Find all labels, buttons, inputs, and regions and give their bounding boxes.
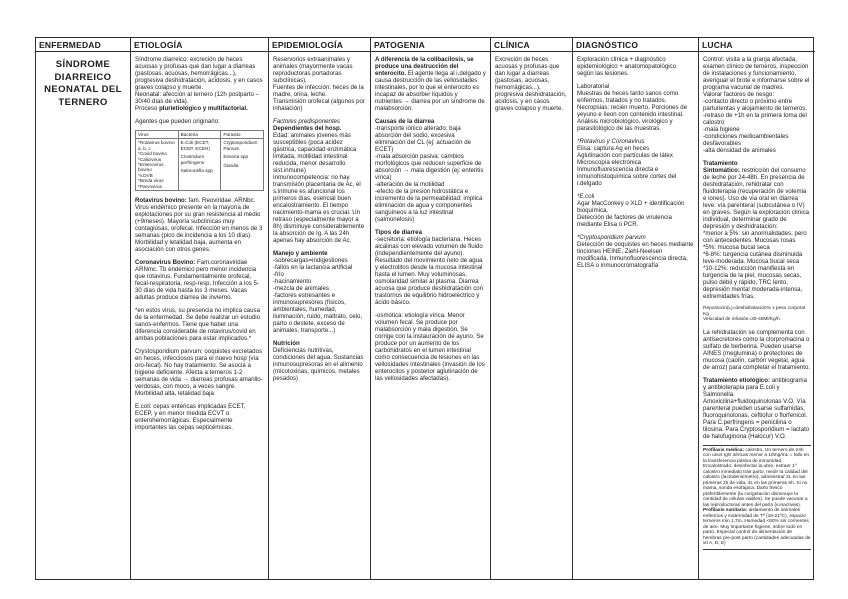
manejo-label-bold: Manejo y ambiente xyxy=(273,250,328,257)
dx-rotavirus-item: Inmunofluorescencia directa e inmunohistoquímica sobre cortes del i.delgado xyxy=(577,166,677,187)
agentes-label: Agentes que pueden originarlo: xyxy=(135,118,220,125)
rehidratacion-paragraph: La rehidratación se complementa con antisecretores como la clorpromacina o sulfato de berberina. Pueden usarse AINES (meglumina) o protectores de mucosa (caolín, carbón vegetal, agua de arroz) para completar el tratamiento. xyxy=(703,328,811,371)
column-diagnostico xyxy=(573,38,699,579)
column-header-lucha: LUCHA xyxy=(699,38,815,52)
agents-bacteria-cell xyxy=(178,139,221,191)
coronavirus-text: Fam.coronaviridae ARNmc. Tb endémico pero menor incidencia que rotavirus. Fundamentalmente orofecal, fecal-respiratoria, resp-resp. Infección a los 5-30 días de vida hasta los 3 meses. Vacas adultas produce diarrea de invierno. xyxy=(135,259,259,302)
dx-rotavirus-item: Elisa: captura Ag en heces xyxy=(577,145,650,152)
nutricion-label-bold: Nutrición xyxy=(273,340,300,347)
manejo-label xyxy=(273,250,366,257)
rotavirus-text: fam. Reoviridae. ARNbc. Virus endémico presente en la mayoría de explotaciones por su gran resistencia al medio (+9meses). Mayoría subclínicas muy contagiosas, orofecal. Infección en menos de 3 semanas (pico de incidencia a los 10 días). Morbilidad y letalidad baja, aumenta en asociación con otros genes. xyxy=(135,197,263,254)
profilaxis-sanitaria-text: aislamiento de animales enfermos y maternidad de Tª (18-21ºC), espacio terneros min 1,7m. Humedad <60% sin corrientes de aire. Muy importante higiene, sobre todo en parto. Especial control de alimentación de hembras pre-post parto (cantidades adecuadas de vit A, D, E) xyxy=(703,508,811,546)
causas-label-bold: Causas de la diarrea xyxy=(375,118,435,125)
agents-header-virus: Virus xyxy=(136,131,179,139)
epi-edad: Edad: animales jóvenes más susceptibles (poca acidez gástrica, capacidad enzimática limitada, motilidad intestinal reducida, menor desarrollo sist.inmune) xyxy=(273,132,357,174)
etiologico-paragraph xyxy=(703,377,811,440)
encalostrado-paragraph: Encalostrado: desinfectar la ubre, extraer 1º calostro inmediato tras parto, medir la calidad del calostro (lactodensímetro), administrar 2L en las primeras 2h de vida, 4L en las primeras 6h. Si no mama, sonda esofágica. Darlo fresco preferiblemente (la congelación disminuye la cantidad de células viables). Se puede vacunar a las reproductoras antes del parto (v.inactivas). xyxy=(703,464,808,508)
causas-item: -efecto de la presión hidrostática e incremento de la permeabilidad: implica eliminación de agua y componentes sanguíneos a la luz intestinal (salmonelosis) xyxy=(375,188,483,223)
tipos-label xyxy=(375,229,486,236)
sintomatico-paragraph xyxy=(703,167,811,230)
agents-header-parasito: Parasito xyxy=(221,131,264,139)
etiologico-label: Tratamiento etiológico: xyxy=(703,376,771,384)
clinica-cell xyxy=(491,52,572,579)
dx-necropsias: Necropsias: recién muerto. Porciones de yeyuno e íleon con contenido intestinal. Análisis microbiológico, virológico y parasitológico de las muestras. xyxy=(577,104,688,132)
tratamiento-label-bold: Tratamiento xyxy=(703,160,738,167)
etiologia-cell xyxy=(131,52,268,579)
profilaxis-medica-text: calostro. Un ternero de 24h con unos IgG séricas menor a 10mg/mL = fallo en la transferencia pasiva de inmunidad. xyxy=(703,447,810,464)
patogenia-cell xyxy=(371,52,490,579)
virus-list-item: *v.DVB xyxy=(138,172,153,178)
etiologia-proceso xyxy=(135,105,264,112)
etiologia-neonatal: Neonatal: afección al ternero (12h postparto – 30/40 días de vida). xyxy=(135,91,259,105)
dependientes-label-bold: Dependientes del hosp. xyxy=(273,125,342,132)
lucha-cell xyxy=(699,52,815,579)
dx-rotavirus-item: Microscopía electrónica xyxy=(577,159,642,166)
lucha-riesgo-item: -contacto directo o próximo entre parturientas y alojamiento de terneros. xyxy=(703,98,807,112)
tipos-label-bold: Tipos de diarrea xyxy=(375,229,422,236)
column-header-epidemiologia: EPIDEMIOLOGÍA xyxy=(269,38,370,52)
epi-inmuno: Inmunocompetencia: no hay transmisión placentaria de Ac, el s.inmune es afuncional los primeros días, esencial buen encalostramiento. El tiempo nacimiento-mama es crucial. Un retraso (especialmente mayor a 8h) disminuye considerablemente la absorción de Ig. A las 24h apenas hay absorción de Ac. xyxy=(273,174,365,244)
dx-ecoli-item: Detección de factores de virulencia mediante Elisa o PCR. xyxy=(577,214,672,228)
column-header-enfermedad: ENFERMEDAD xyxy=(36,38,130,52)
agents-header-bacteria: Bacteria xyxy=(178,131,221,139)
column-header-patogenia: PATOGENIA xyxy=(371,38,490,52)
ecoli-paragraph: E.coli: cepas entéricas implicadas ECET, ECEP, y en menor medida ECVT o enterohemorrágicas. Especialmente importantes las cepas septicémicas. xyxy=(135,403,246,432)
column-header-diagnostico: DIAGNÓSTICO xyxy=(573,38,698,52)
column-header-etiologia: ETIOLOGÍA xyxy=(131,38,268,52)
agents-virus-cell xyxy=(136,139,179,191)
dx-crypto-label: *Cryptosporidium parvum xyxy=(577,234,646,241)
dx-crypto-text: Detección de ooquistes en heces mediante tinciones HEINE, Ziehl-Neelsen modificada, Inmunofluorescencia directa, ELISA o inmunocromatografía xyxy=(577,241,694,269)
profilaxis-sanitaria-label: Profilaxis sanitaria: xyxy=(703,508,748,513)
epi-fuentes: Fuentes de infección: heces de la madre, orina, leche. xyxy=(273,84,364,98)
dx-rotavirus-item: Aglutinación con partículas de látex xyxy=(577,152,673,159)
manejo-item: -frío xyxy=(273,271,284,278)
dependientes-label xyxy=(273,125,366,132)
sintomatico-label: Sintomático: xyxy=(703,167,740,174)
rotavirus-paragraph xyxy=(135,197,264,253)
profilaxis-box xyxy=(703,445,811,550)
tratamiento-label xyxy=(703,160,811,167)
virus-list-item: *Rotavirus bovino a, b, c xyxy=(138,140,175,151)
virus-list-item: *Calicivirus xyxy=(138,156,162,162)
dx-ecoli-label: *E.coli xyxy=(577,193,595,200)
factores-label: Factores predisponentes xyxy=(273,118,341,125)
causas-item: -alteración de la motilidad xyxy=(375,181,445,188)
column-lucha xyxy=(699,38,815,579)
lucha-riesgo-item: -condiciones medioambientales desfavorables xyxy=(703,133,789,147)
manejo-item: -fallos en la lactancia artificial xyxy=(273,264,353,271)
etiologia-definicion: Síndrome diarreico: excreción de heces acuosas y profusas que dan lugar a diarreas (pastosas, acuosas, hemorrágicas...), progresiva deshidratación, acidosis, y en casos graves colapso y muerte. xyxy=(135,56,263,91)
tipos-item: -osmótica: etiología vírica. Menor volumen fecal. Se produce por malabsorción y mala digestión. Se corrige con la instauración de ayuno. Se produce por un aumento de los carbohidratos en el lumen intestinal como consecuencia de lesiones en las vellosidades intestinales (invasión de los enterocitos y posterior aglutinación de las vellosidades afectadas). xyxy=(375,312,485,382)
etiologia-proceso-bold: plurietiológico y multifactorial. xyxy=(159,105,248,112)
diagnostico-cell xyxy=(573,52,698,579)
dx-rotavirus-label: *Rotavirus y Coronavirus xyxy=(577,138,645,145)
nutricion-text: Deficiencias nutritivas, condiciones del agua. Sustancias inmunosupresoras en el alimento (micotoxinas, químicos, metales pesados) xyxy=(273,347,364,382)
bacteria-list-item: Salmonella spp xyxy=(180,168,213,174)
causas-item: -mala absorción pasiva: cambios morfológicos que reducen superficie de absorción → mala digestión (ej: enteritis vírica) xyxy=(375,153,484,181)
profilaxis-medica-label: Profilaxis médica: xyxy=(703,447,745,453)
dx-muestras: Muestras de heces tanto sanos como enfermos, tratados y no tratados. xyxy=(577,90,679,104)
dx-laboratorial-label: Laboratorial xyxy=(577,83,610,90)
disease-title: SÍNDROME DIARREICO NEONATAL DEL TERNERO xyxy=(44,59,122,108)
coronavirus-paragraph xyxy=(135,259,264,301)
column-patogenia xyxy=(371,38,491,579)
column-header-clinica: CLÍNICA xyxy=(491,38,572,52)
grado-item: *menor a 5%: sin anormalidades, pero con antecedentes. Mucosas rosas xyxy=(703,230,807,244)
profilaxis-medica xyxy=(703,448,811,465)
virus-list-item: *Enterovirus bovino xyxy=(138,162,164,173)
crypto-paragraph: Crystosporidium parvum: ooquistes excretados en heces, infecciosos para el nuevo hosp (vía oro-fecal). No hay tratamiento. Se asocia a higiene deficiente. Afecta a terneros 1-2 semanas de vida → diarreas profusas amarillo-verdosas, con moco, a veces sangre. Morbilidad alta, letalidad baja xyxy=(135,348,263,398)
agents-body-row xyxy=(136,139,264,191)
bacteria-list-item: Clostridium perfringens xyxy=(180,154,205,165)
column-enfermedad xyxy=(36,38,131,579)
agents-parasito-cell xyxy=(221,139,264,191)
enfermedad-cell xyxy=(36,52,130,579)
manejo-item: -sobrecargas=indigestiones xyxy=(273,257,348,264)
patogenia-intro xyxy=(375,56,486,112)
lucha-riesgo-label: Valorar factores de riesgo: xyxy=(703,91,775,98)
epi-reservorios: Reservorios extraanimales y animales (mayormente vacas reproductoras portadoras subclínicas). xyxy=(273,56,353,84)
column-clinica xyxy=(491,38,573,579)
parasito-list-item: Eimeria spp xyxy=(223,154,249,160)
tipos-item: -secretoria: etiología bacteriana. Heces alcalinas con elevado volumen de fluido (independientemente del ayuno). Resultado del movimiento neto de agua y electrolitos desde la mucosa intestinal hasta el lumen. Muy voluminosas, osmolaridad similar al plasma. Diarrea acuosa que produce deshidratación con trastornos de equilibrio hidroeléctrico y ácido básico. xyxy=(375,236,484,306)
sintomatico-text: restricción del consumo de leche por 24-48h. En presencia de deshidratación, rehidratar con fluidoterapia (recuperación de volemia e iones). Uso de vía oral en diarrea leve: vía parenteral (subcutánea o IV) en graves. Según la exploración clínica individual, determinar grado de depresión y deshidratación: xyxy=(703,167,810,230)
dx-exploracion: Exploración clínica + diagnóstico epidemiológico + anatomopatológico según las lesiones. xyxy=(577,56,677,77)
manejo-item: -factores estresantes e inmunosupresores (físicos, ambientales, humedad, iluminación, ruido, maltrato, celo, parto o destete, exceso de animales, transporte...) xyxy=(273,292,363,334)
column-etiologia xyxy=(131,38,269,579)
column-epidemiologia xyxy=(269,38,371,579)
rotavirus-label: Rotavirus bovino: xyxy=(135,197,187,205)
parasito-list-item: Cryptosporidium Parvum xyxy=(223,140,258,151)
agents-header-row xyxy=(136,131,264,139)
dx-ecoli-item: Agar MacConkey o XLD + identificación bioquímica. xyxy=(577,200,685,214)
patogenia-intro-bold: A diferencia de la colibacilosis, se produce una destrucción del enterocito. xyxy=(375,56,474,77)
patogenia-intro-text: El agente llega al i.delgado y causa destrucción de las vellosidades intestinales, por lo que el enterocito es incapaz de absorber líquidos y nutrientes → diarrea por un síndrome de malabsorción. xyxy=(375,70,486,112)
disease-table xyxy=(35,37,814,580)
parasito-list-item: Giardia xyxy=(223,162,239,168)
etiologia-proceso-prefix: Proceso xyxy=(135,105,160,112)
virus-list-item: *Parvovirus xyxy=(138,183,162,189)
causas-label xyxy=(375,118,486,125)
nutricion-label xyxy=(273,340,366,347)
epi-transmision: Transmisión orofecal (algunos por inhalación) xyxy=(273,98,365,112)
lucha-riesgo-item: -alta densidad de animales xyxy=(703,147,776,154)
epidemiologia-cell xyxy=(269,52,370,579)
agents-table xyxy=(135,130,264,191)
lucha-control: Control: visita a la granja afectada, examen clínico de terneros, inspección de instalaciones y funcionamiento, averiguar el brote e informarse sobre el programa vacunal de madres. xyxy=(703,56,810,91)
grado-item: *5%: mucosa bucal seca xyxy=(703,244,770,251)
profilaxis-sanitaria xyxy=(703,508,811,547)
formula-velocidad: Velocidad de infusión=30-40Ml/Kg/h. xyxy=(703,317,782,322)
lucha-riesgo-item: -mala higiene xyxy=(703,126,740,133)
grado-item: *6-8%: turgencia cutánea disminuida leve-moderada. Mucosa bucal seca xyxy=(703,251,803,265)
virus-list-item: *Covid bovino xyxy=(138,151,167,157)
etiologico-text: antibiograma y antibioterapia para E.coli y Salmonella. Amoxicilina+fluidoquinolonas V.O. Vía parenteral pueden usarse sulfamidas, fluoroquinolonas, ceftiofur o florfenicol. Para C.perfringens = penicilina o tilosina. Para Cryptosporidium = lactato de halofuginona (Halocur) V.O. xyxy=(703,376,810,440)
virus-list-item: *Breda virus xyxy=(138,178,164,184)
clinica-text: Excreción de heces acuosas y profusas que dan lugar a diarreas (pastosas, acuosas, hemorrágicas...), progresiva deshidratación, acidosis, y en casos graves colapso y muerte. xyxy=(495,56,567,112)
formula-reposicion: Reposición(L)=deshidratación% x peso corporal Kg xyxy=(703,306,805,317)
manejo-item: -mezcla de animales xyxy=(273,285,329,292)
lucha-riesgo-item: -retraso de +1h en la primera toma del calostro xyxy=(703,112,807,126)
bacteria-list-item: E.Coli (ECET, ECEP, ECEH) xyxy=(180,140,211,151)
grado-item: *10-12%: reducción manifiesta en turgencia de la piel, mucosas secas, pulso débil y rápido, TRC lento, depresión mental moderada-intensa, extremidades frías. xyxy=(703,265,803,300)
manejo-item: -hacinamiento xyxy=(273,278,312,285)
causas-item: -transporte iónico alterado: baja absorción del sodio, excesiva eliminación del CL (ej: actuación de ECET) xyxy=(375,125,471,153)
coronavirus-label: Coronavirus Bovino: xyxy=(135,259,196,267)
virus-nota: *en estos virus, su presencia no implica causa de la enfermedad. Se debe realizar un estudio sanos-enfermos. Tiene que haber una diferencia considerable de rotavirus/covid en ambas poblaciones para estar implicados.* xyxy=(135,307,261,343)
